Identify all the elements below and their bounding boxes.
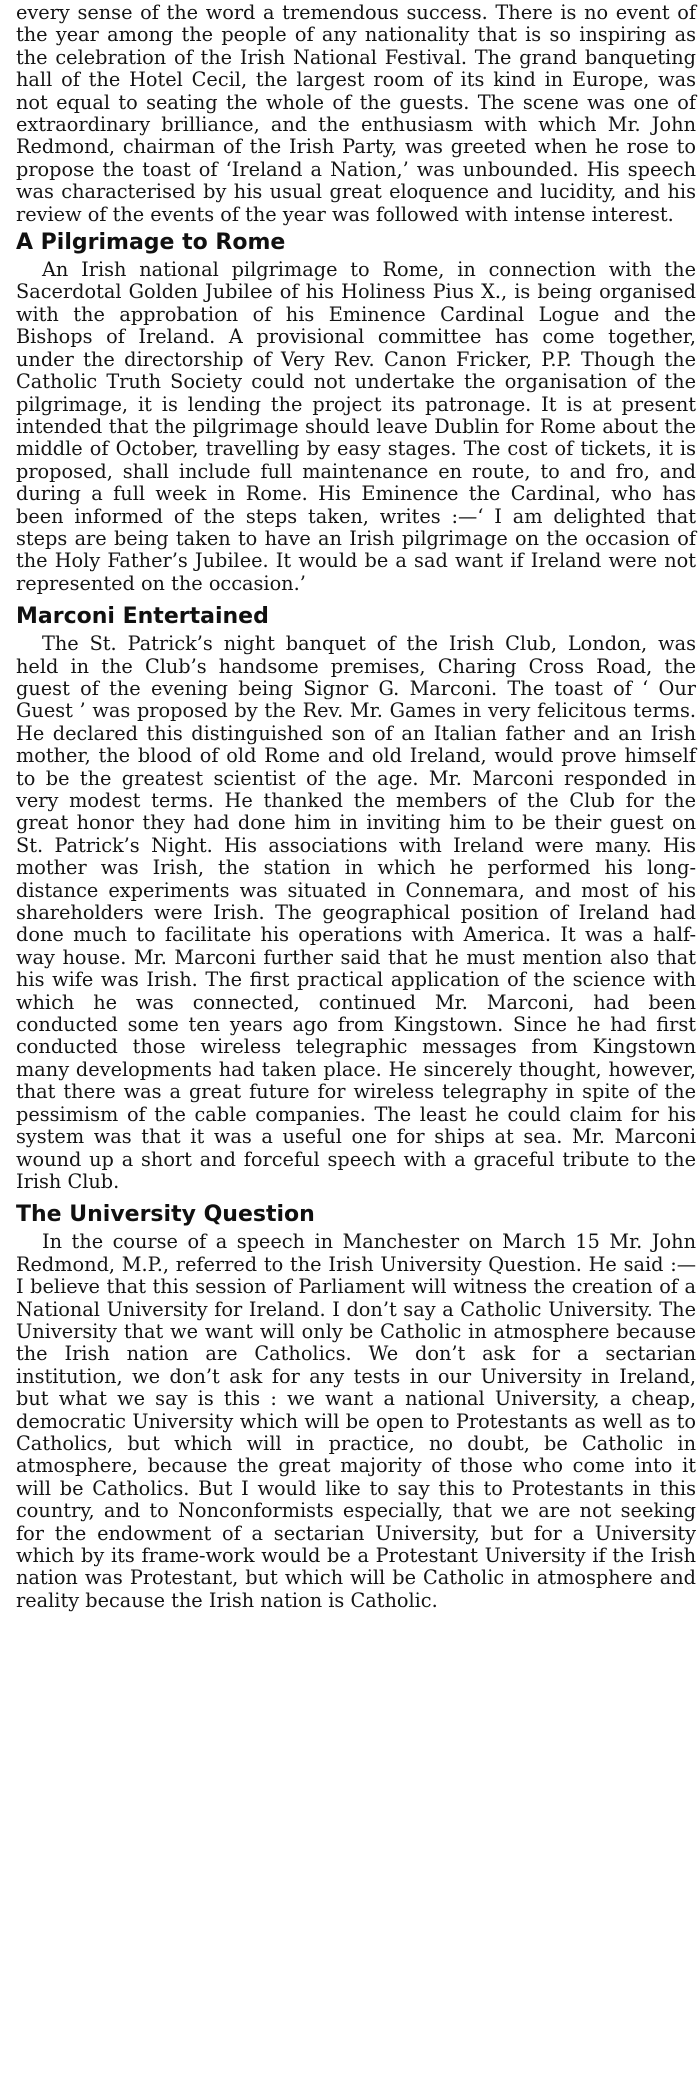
newspaper-column bbox=[16, 2, 696, 1612]
intro-paragraph: every sense of the word a tremendous success. There is no event of the year among the people of any nationality that is so inspiring as the celebration of the Irish National Festival. The grand banqueting hall of the Hotel Cecil, the largest room of its kind in Europe, was not equal to seating the whole of the guests. The scene was one of extraordinary brilliance, and the enthusiasm with which Mr. John Redmond, chairman of the Irish Party, was greeted when he rose to propose the toast of ‘Ireland a Nation,’ was unbounded. His speech was characterised by his usual great eloquence and lucidity, and his review of the events of the year was followed with intense interest. bbox=[16, 1, 696, 226]
heading-university-question: The University Question bbox=[16, 1202, 315, 1228]
heading-marconi-entertained: Marconi Entertained bbox=[16, 604, 269, 630]
heading-pilgrimage-to-rome: A Pilgrimage to Rome bbox=[16, 230, 286, 256]
paragraph-marconi-entertained: The St. Patrick’s night banquet of the Irish Club, London, was held in the Club’s handsome premises, Charing Cross Road, the guest of the evening being Signor G. Marconi. The toast of ‘ Our Guest ’ was proposed by the Rev. Mr. Games in very felicitous terms. He declared this distinguished son of an Italian father and an Irish mother, the blood of old Rome and old Ireland, would prove himself to be the greatest scientist of the age. Mr. Marconi responded in very modest terms. He thanked the members of the Club for the great honor they had done him in inviting him to be their guest on St. Patrick’s Night. His associations with Ireland were many. His mother was Irish, the station in which he performed his long-distance experiments was situated in Connemara, and most of his shareholders were Irish. The geographical position of Ireland had done much to facilitate his operations with America. It was a half-way house. Mr. Marconi further said that he must mention also that his wife was Irish. The first practical application of the science with which he was connected, continued Mr. Marconi, had been conducted some ten years ago from Kingstown. Since he had first conducted those wireless telegraphic messages from Kingstown many developments had taken place. He sincerely thought, however, that there was a great future for wireless telegraphy in spite of the pessimism of the cable companies. The least he could claim for his system was that it was a useful one for ships at sea. Mr. Marconi wound up a short and forceful speech with a graceful tribute to the Irish Club. bbox=[16, 632, 696, 1193]
paragraph-pilgrimage-to-rome: An Irish national pilgrimage to Rome, in connection with the Sacerdotal Golden Jubilee of his Holiness Pius X., is being organised with the approbation of his Eminence Cardinal Logue and the Bishops of Ireland. A provisional committee has come together, under the directorship of Very Rev. Canon Fricker, P.P. Though the Catholic Truth Society could not undertake the organisation of the pilgrimage, it is lending the project its patronage. It is at present intended that the pilgrimage should leave Dublin for Rome about the middle of October, travelling by easy stages. The cost of tickets, it is proposed, shall include full maintenance en route, to and fro, and during a full week in Rome. His Eminence the Cardinal, who has been informed of the steps taken, writes :—‘ I am delighted that steps are being taken to have an Irish pilgrimage on the occasion of the Holy Father’s Jubilee. It would be a sad want if Ireland were not represented on the occasion.’ bbox=[16, 258, 696, 595]
paragraph-university-question: In the course of a speech in Manchester on March 15 Mr. John Redmond, M.P., referred to the Irish University Question. He said :—I believe that this session of Parliament will witness the creation of a National University for Ireland. I don’t say a Catholic University. The University that we want will only be Catholic in atmosphere because the Irish nation are Catholics. We don’t ask for a sectarian institution, we don’t ask for any tests in our University in Ireland, but what we say is this : we want a national University, a cheap, democratic University which will be open to Protestants as well as to Catholics, but which will in practice, no doubt, be Catholic in atmosphere, because the great majority of those who come into it will be Catholics. But I would like to say this to Protestants in this country, and to Nonconformists especially, that we are not seeking for the endowment of a sectarian University, but for a University which by its frame-work would be a Protestant University if the Irish nation was Protestant, but which will be Catholic in atmosphere and reality because the Irish nation is Catholic. bbox=[16, 1230, 696, 1612]
